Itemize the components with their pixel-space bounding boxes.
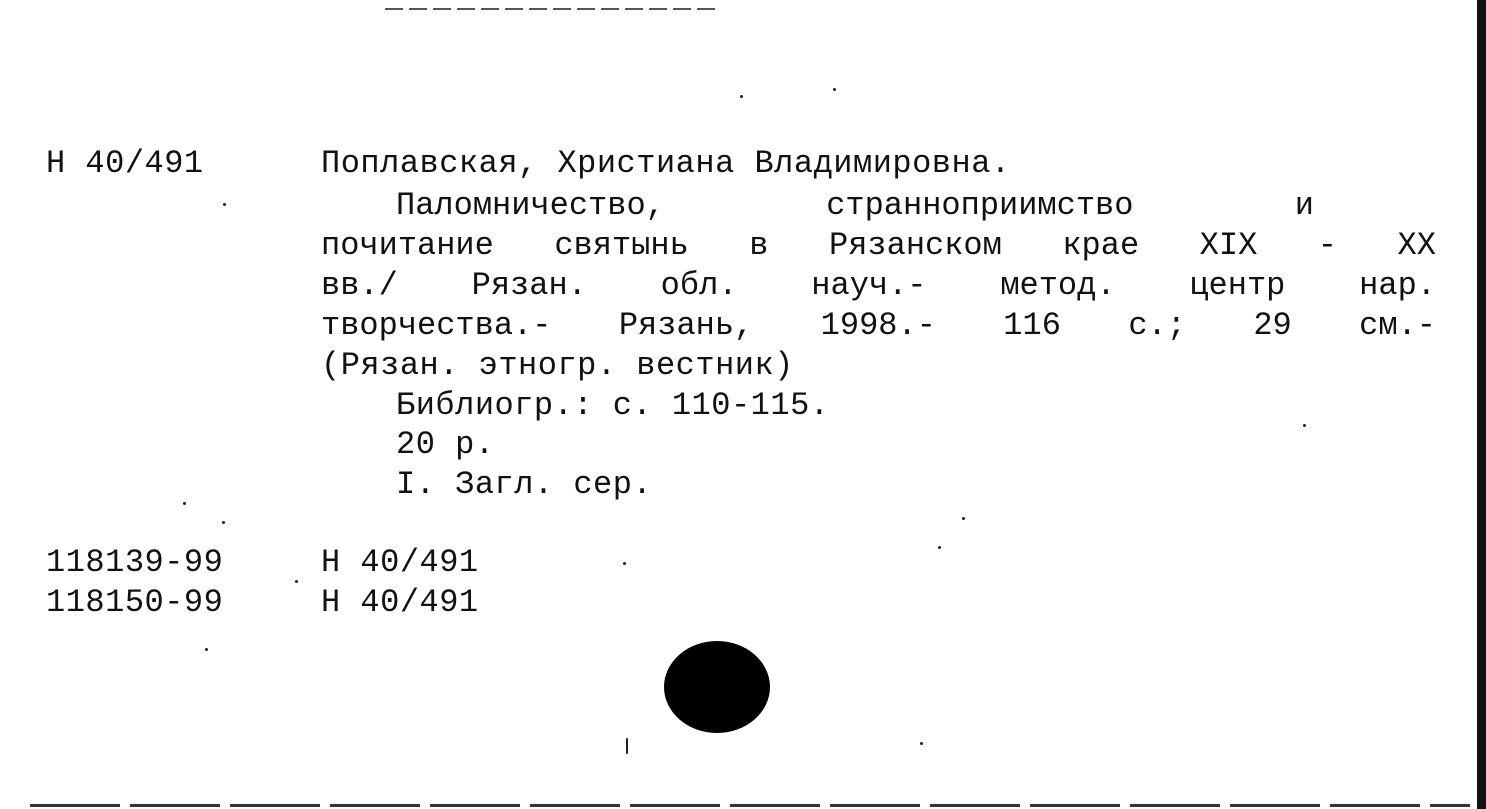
- word: центр: [1189, 267, 1286, 304]
- word: Рязанском: [829, 227, 1002, 264]
- scan-speck: [205, 648, 208, 651]
- word: почитание: [321, 227, 494, 264]
- word: странноприимство: [826, 187, 1134, 224]
- word: и: [1294, 187, 1314, 224]
- card-right-edge: [1477, 0, 1486, 809]
- word: науч.-: [811, 267, 927, 304]
- title-line-3: [321, 266, 1436, 306]
- word: с.;: [1128, 307, 1186, 344]
- top-dashed-rule: [385, 8, 715, 10]
- word: крае: [1062, 227, 1140, 264]
- word: метод.: [1000, 267, 1116, 304]
- copy-shelf-mark: Н 40/491: [321, 544, 479, 581]
- scan-speck: [295, 580, 298, 583]
- shelf-mark: Н 40/491: [46, 145, 204, 182]
- scan-speck: [1303, 424, 1306, 427]
- copy-inventory-number: 118139-99: [46, 544, 224, 581]
- word: -: [1317, 227, 1337, 264]
- word: см.-: [1359, 307, 1436, 344]
- scan-speck: [740, 95, 743, 98]
- word: Паломничество,: [396, 187, 665, 224]
- word: 1998.-: [820, 307, 936, 344]
- scan-speck: [223, 203, 226, 206]
- word: святынь: [554, 227, 689, 264]
- scan-speck: [920, 742, 923, 745]
- author-heading: Поплавская, Христиана Владимировна.: [321, 145, 1011, 182]
- word: творчества.-: [321, 307, 552, 344]
- word: 29: [1253, 307, 1292, 344]
- word: в: [749, 227, 769, 264]
- bottom-dashed-rule: [30, 804, 1470, 807]
- scan-speck: [962, 517, 965, 520]
- scan-speck: [626, 738, 628, 754]
- word: нар.: [1359, 267, 1436, 304]
- word: Рязань,: [618, 307, 754, 344]
- scan-speck: [833, 88, 836, 91]
- copy-inventory-number: 118150-99: [46, 584, 224, 621]
- scan-speck: [183, 502, 186, 505]
- word: XX: [1397, 227, 1436, 264]
- scan-speck: [222, 521, 225, 524]
- series-statement: (Рязан. этногр. вестник): [321, 347, 794, 384]
- title-line-4: [321, 306, 1436, 346]
- word: вв./: [321, 267, 398, 304]
- word: обл.: [660, 267, 738, 304]
- word: 116: [1003, 307, 1061, 344]
- word: XIX: [1199, 227, 1258, 264]
- title-line-2: [321, 226, 1436, 266]
- bibliography-note: Библиогр.: с. 110-115.: [396, 387, 830, 424]
- added-entry: I. Загл. сер.: [396, 466, 653, 503]
- punch-hole: [664, 641, 770, 733]
- copy-shelf-mark: Н 40/491: [321, 584, 479, 621]
- word: Рязан.: [471, 267, 587, 304]
- title-line-1: [396, 186, 1314, 226]
- scan-speck: [623, 562, 626, 565]
- scan-speck: [938, 546, 941, 549]
- price-note: 20 р.: [396, 426, 495, 463]
